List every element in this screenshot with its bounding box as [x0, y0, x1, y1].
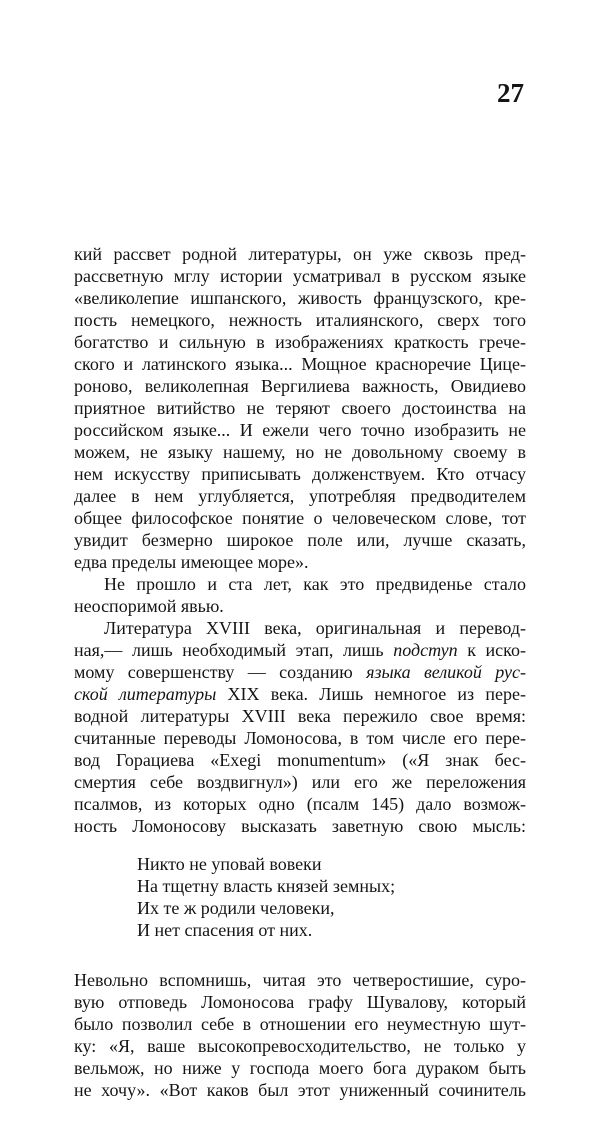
text-line: можем, не языку нашему, но не довольному своему в: [74, 442, 526, 462]
text-line: российском языке... И ежели чего точно изобразить не: [74, 420, 526, 440]
verse-line: И нет спасения от них.: [137, 920, 313, 940]
text-line: увидит безмерно широкое поле или, лучше сказать,: [74, 530, 526, 550]
text-segment: XIX века. Лишь немногое из пере-: [216, 684, 526, 704]
text-line: общее философское понятие о человеческом слове, тот: [74, 508, 526, 528]
text-segment: ная,— лишь необходимый этап, лишь: [74, 640, 394, 660]
text-line: пость немецкого, нежность италиянского, сверх того: [74, 310, 526, 330]
text-line: рассветную мглу истории усматривал в русском языке: [74, 266, 526, 286]
text-line: богатство и сильную в изображениях краткость грече-: [74, 332, 526, 352]
text-line: смертия себе воздвигнул») или его же переложения: [74, 772, 526, 792]
text-line: далее в нем углубляется, употребляя предводителем: [74, 486, 526, 506]
italic-segment: языка великой рус-: [366, 662, 526, 682]
text-segment: к иско-: [457, 640, 526, 660]
text-line: вод Горациева «Exegi monumentum» («Я знак бес-: [74, 750, 526, 770]
text-line: псалмов, из которых одно (псалм 145) дало возмож-: [74, 794, 526, 814]
text-line: считанные переводы Ломоносова, в том числе его пере-: [74, 728, 526, 748]
text-line: вую отповедь Ломоносова графу Шувалову, который: [74, 992, 526, 1012]
text-segment: мому совершенству — созданию: [74, 662, 367, 682]
text-line: приятное витийство не теряют своего достоинства на: [74, 398, 526, 418]
text-line: водной литературы XVIII века пережило свое время:: [74, 706, 526, 726]
text-line: [74, 639, 526, 661]
text-line: вельмож, но ниже у господа моего бога дураком быть: [74, 1058, 526, 1078]
text-line: «великолепие ишпанского, живость французского, кре-: [74, 288, 526, 308]
verse-line: Их те ж родили человеки,: [137, 898, 335, 918]
text-line: Литература XVIII века, оригинальная и перевод-: [104, 618, 526, 638]
verse-line: Никто не уповай вовеки: [137, 854, 322, 874]
text-line: [74, 661, 526, 683]
page-number: 27: [497, 78, 524, 108]
text-line: роново, великолепная Вергилиева важность, Овидиево: [74, 376, 526, 396]
verse-line: На тщетну власть князей земных;: [137, 876, 396, 896]
text-line: кий рассвет родной литературы, он уже сквозь пред-: [74, 244, 526, 264]
text-line: [74, 683, 526, 705]
text-line: Не прошло и ста лет, как это предвиденье стало: [104, 574, 526, 594]
text-line: не хочу». «Вот каков был этот униженный сочинитель: [74, 1080, 526, 1100]
text-line: ность Ломоносову высказать заветную свою мысль:: [74, 816, 526, 836]
italic-segment: ской литературы: [74, 684, 217, 704]
text-line: неоспоримой явью.: [74, 596, 224, 616]
text-line: ского и латинского языка... Мощное красноречие Цице-: [74, 354, 526, 374]
text-line: было позволил себе в отношении его неуместную шут-: [74, 1014, 526, 1034]
text-line: нем искусству приписывать долженствуем. Кто отчасу: [74, 464, 526, 484]
text-line: ку: «Я, ваше высокопревосходительство, не только у: [74, 1036, 526, 1056]
italic-segment: подступ: [393, 640, 458, 660]
text-line: Невольно вспомнишь, читая это четверостишие, суро-: [74, 970, 526, 990]
text-line: едва пределы имеющее море».: [74, 552, 309, 572]
